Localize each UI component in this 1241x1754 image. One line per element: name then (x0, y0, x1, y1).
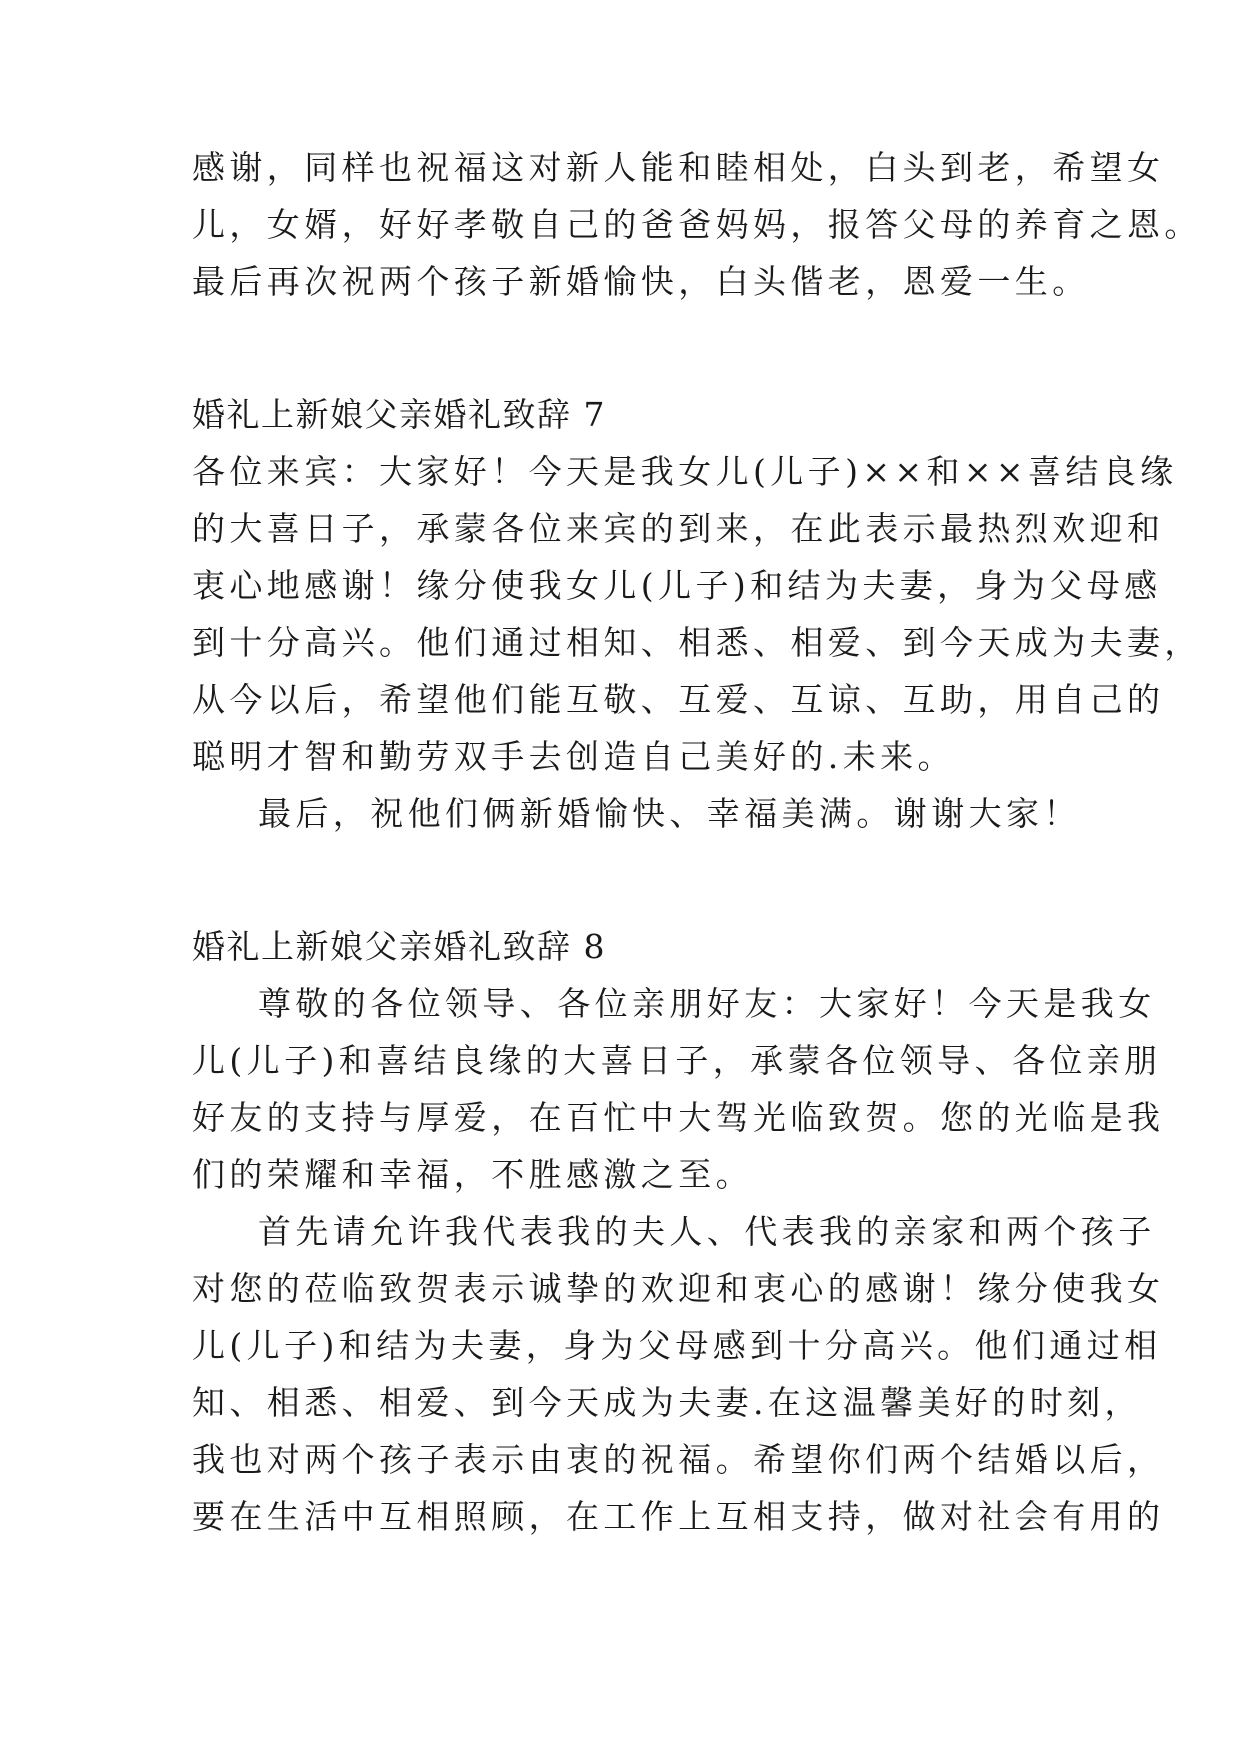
section-heading: 婚礼上新娘父亲婚礼致辞 8 (192, 927, 606, 966)
paragraph-line: 最后再次祝两个孩子新婚愉快，白头偕老，恩爱一生。 (192, 262, 1090, 301)
paragraph-line: 好友的支持与厚爱，在百忙中大驾光临致贺。您的光临是我 (192, 1098, 1165, 1137)
paragraph-line: 对您的莅临致贺表示诚挚的欢迎和衷心的感谢！缘分使我女 (192, 1269, 1165, 1308)
paragraph-line: 儿(儿子)和喜结良缘的大喜日子，承蒙各位领导、各位亲朋 (192, 1041, 1162, 1080)
paragraph-line: 要在生活中互相照顾，在工作上互相支持，做对社会有用的 (192, 1497, 1165, 1536)
paragraph-line: 的大喜日子，承蒙各位来宾的到来，在此表示最热烈欢迎和 (192, 509, 1165, 548)
paragraph-line: 知、相悉、相爱、到今天成为夫妻.在这温馨美好的时刻， (192, 1383, 1142, 1422)
paragraph-line: 们的荣耀和幸福，不胜感激之至。 (192, 1155, 753, 1194)
paragraph-line: 首先请允许我代表我的夫人、代表我的亲家和两个孩子 (258, 1212, 1156, 1251)
paragraph-line: 儿，女婿，好好孝敬自己的爸爸妈妈，报答父母的养育之恩。 (192, 205, 1202, 244)
paragraph-line: 衷心地感谢！缘分使我女儿(儿子)和结为夫妻，身为父母感 (192, 566, 1162, 605)
paragraph-line: 我也对两个孩子表示由衷的祝福。希望你们两个结婚以后， (192, 1440, 1165, 1479)
paragraph-line: 各位来宾：大家好！今天是我女儿(儿子)××和××喜结良缘 (192, 452, 1178, 491)
paragraph-line: 尊敬的各位领导、各位亲朋好友：大家好！今天是我女 (258, 984, 1156, 1023)
section-heading: 婚礼上新娘父亲婚礼致辞 7 (192, 395, 606, 434)
paragraph-line: 感谢，同样也祝福这对新人能和睦相处，白头到老，希望女 (192, 148, 1165, 187)
paragraph-line: 最后，祝他们俩新婚愉快、幸福美满。谢谢大家！ (258, 794, 1081, 833)
paragraph-line: 聪明才智和勤劳双手去创造自己美好的.未来。 (192, 737, 955, 776)
paragraph-line: 到十分高兴。他们通过相知、相悉、相爱、到今天成为夫妻， (192, 623, 1202, 662)
paragraph-line: 从今以后，希望他们能互敬、互爱、互谅、互助，用自己的 (192, 680, 1165, 719)
paragraph-line: 儿(儿子)和结为夫妻，身为父母感到十分高兴。他们通过相 (192, 1326, 1162, 1365)
